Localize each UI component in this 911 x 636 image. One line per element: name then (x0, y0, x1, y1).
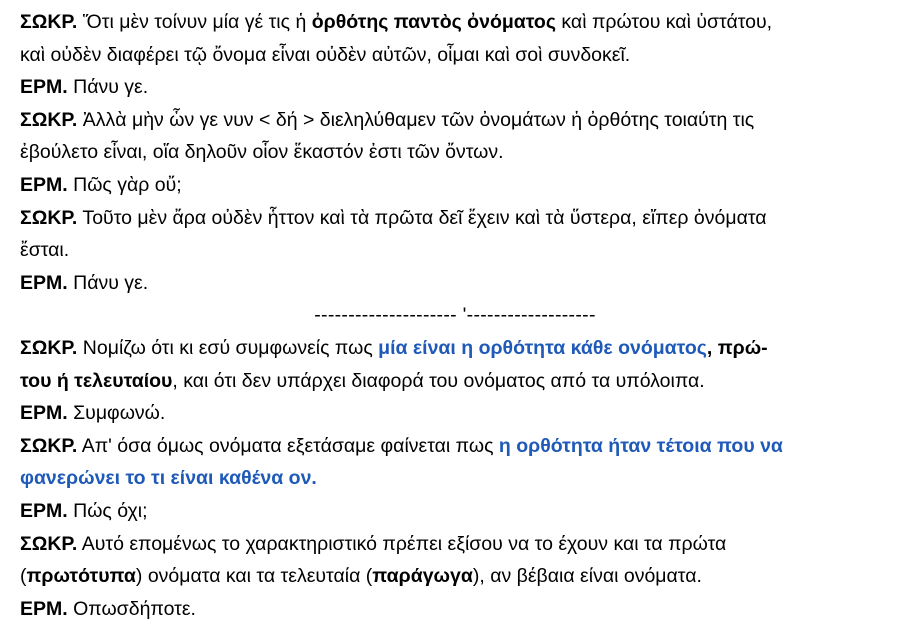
ancient-text: καὶ πρώτου καὶ ὑστάτου, (555, 11, 773, 33)
modern-line-7 (20, 528, 900, 561)
ancient-line-2 (20, 39, 900, 72)
modern-highlight: μία είναι η ορθότητα κάθε ονόματος (378, 336, 707, 359)
modern-emphasis: πρώ- (717, 336, 768, 359)
speaker-label-hermogenes: ΕΡΜ. (20, 499, 68, 522)
modern-text: Αυτό επομένως το χαρακτηριστικό πρέπει εξίσου να το έχουν και τα πρώτα (77, 532, 727, 555)
speaker-label-hermogenes: ΕΡΜ. (20, 597, 68, 620)
ancient-line-3 (20, 71, 900, 104)
ancient-line-7 (20, 202, 900, 235)
modern-text: Πώς όχι; (67, 499, 148, 522)
ancient-text: ἔσται. (20, 239, 70, 262)
ancient-line-9 (20, 267, 900, 300)
ancient-text: Τοῦτο μὲν ἄρα οὐδὲν ἧττον καὶ τὰ πρῶτα δεῖ ἔχειν καὶ τὰ ὕστερα, εἴπερ ὀνόματα (77, 206, 767, 229)
modern-text: Οπωσδήποτε. (67, 597, 196, 620)
ancient-text: ἐβούλετο εἶναι, οἵα δηλοῦν οἷον ἕκαστόν ἐστι τῶν ὄντων. (20, 141, 504, 164)
speaker-label-socrates: ΣΩΚΡ. (20, 108, 78, 131)
speaker-label-socrates: ΣΩΚΡ. (20, 336, 78, 359)
dialogue-document (20, 6, 900, 625)
modern-line-1 (20, 332, 900, 365)
ancient-text: καὶ οὐδὲν διαφέρει τῷ ὄνομα εἶναι οὐδὲν αὐτῶν, οἶμαι καὶ σοὶ συνδοκεῖ. (20, 43, 631, 66)
ancient-line-6 (20, 169, 900, 202)
modern-line-2 (20, 365, 900, 398)
modern-text: ( (20, 565, 27, 588)
ancient-text: Ἀλλὰ μὴν ὧν γε νυν < δή > διεληλύθαμεν τῶν ὀνομάτων ἡ ὀρθότης τοιαύτη τις (77, 108, 755, 131)
modern-text: Νομίζω ότι κι εσύ συμφωνείς πως (77, 336, 379, 359)
ancient-line-5 (20, 136, 900, 169)
ancient-text: Πάνυ γε. (67, 76, 149, 99)
modern-line-5 (20, 462, 900, 495)
modern-text: , και ότι δεν υπάρχει διαφορά του ονόματος από τα υπόλοιπα. (172, 369, 705, 392)
modern-line-3 (20, 397, 900, 430)
speaker-label-socrates: ΣΩΚΡ. (20, 206, 78, 229)
modern-emphasis: του ή τελευταίου (20, 369, 173, 392)
ancient-line-8 (20, 234, 900, 267)
modern-text: Συμφωνώ. (67, 402, 166, 425)
modern-emphasis: πρωτότυπα (26, 565, 136, 588)
modern-line-9 (20, 593, 900, 626)
modern-emphasis: παράγωγα (372, 565, 473, 588)
speaker-label-hermogenes: ΕΡΜ. (20, 402, 68, 425)
modern-highlight: φανερώνει το τι είναι καθένα ον. (20, 467, 317, 490)
speaker-label-hermogenes: ΕΡΜ. (20, 271, 68, 294)
modern-text: Απ' όσα όμως ονόματα εξετάσαμε φαίνεται πως (77, 434, 499, 457)
modern-line-8 (20, 560, 900, 593)
ancient-text: Πῶς γὰρ οὔ; (67, 173, 182, 196)
modern-line-6 (20, 495, 900, 528)
section-separator: --------------------- '------------------- (314, 304, 596, 327)
ancient-emphasis: ὀρθότης παντὸς ὀνόματος (311, 11, 556, 33)
ancient-text: Πάνυ γε. (67, 271, 149, 294)
modern-line-4 (20, 430, 900, 463)
modern-text: ), αν βέβαια είναι ονόματα. (472, 565, 702, 588)
speaker-label-socrates: ΣΩΚΡ. (20, 11, 78, 33)
speaker-label-hermogenes: ΕΡΜ. (20, 76, 68, 99)
speaker-label-hermogenes: ΕΡΜ. (20, 173, 68, 196)
ancient-line-4 (20, 104, 900, 137)
modern-highlight: η ορθότητα ήταν τέτοια που να (498, 434, 783, 457)
modern-text: , (706, 336, 718, 359)
ancient-text: Ὅτι μὲν τοίνυν μία γέ τις ἡ (77, 11, 312, 33)
ancient-line-1 (20, 6, 900, 39)
speaker-label-socrates: ΣΩΚΡ. (20, 532, 78, 555)
speaker-label-socrates: ΣΩΚΡ. (20, 434, 78, 457)
modern-text: ) ονόματα και τα τελευταία ( (135, 565, 373, 588)
